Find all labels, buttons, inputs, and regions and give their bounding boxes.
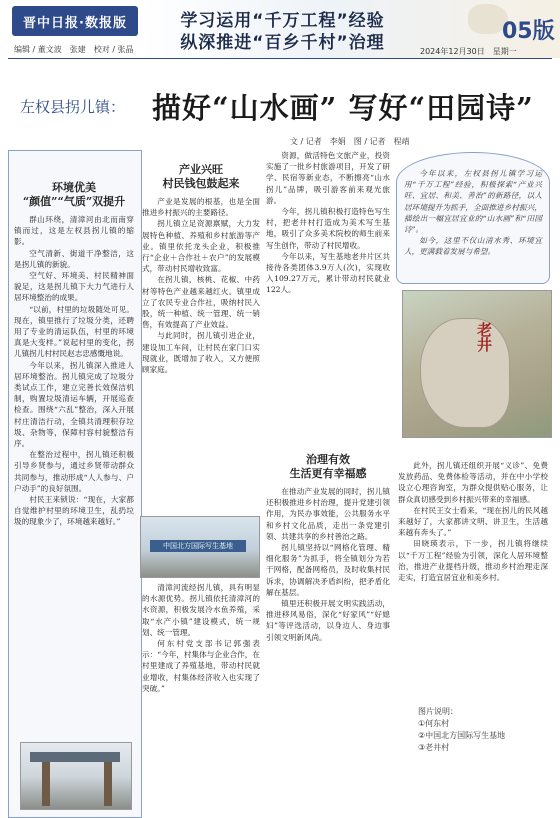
inscribed-stone	[420, 318, 510, 428]
stone-inscription: 老井	[475, 322, 493, 352]
paragraph: 清漳河流经拐儿镇，具有明显的水源优势。拐儿镇依托清漳河的水资源，积极发展冷水鱼养殖，采取“水产小镇”建设模式，统一规划、统一管理。	[142, 583, 260, 637]
paragraph: 何东村党支部书记郭强表示：“今年，村集体与企业合作，在村里建成了养殖基地，带动村民就业增收，村集体经济收入也实现了突破。”	[142, 639, 260, 693]
paragraph: 与此同时，拐儿镇引进企业，建设加工车间，让村民在家门口实现就业，既增加了收入，又方便照顾家庭。	[142, 331, 260, 375]
paragraph: 村民王来锁说：“现在，大家都自觉维护村里的环境卫生，乱扔垃圾的现象少了，环境越来越好。”	[14, 495, 134, 527]
paragraph: 拐儿镇立足资源禀赋，大力发展特色种植、养殖和乡村旅游等产业。镇里依托龙头企业，积极推行“企业＋合作社＋农户”的发展模式，带动村民增收致富。	[142, 219, 260, 274]
paragraph: 今年以来，拐儿镇深入推进人居环境整治。拐儿镇完成了垃圾分类试点工作，建立完善长效保洁机制，购置垃圾清运车辆，开展巡查检查。围绕“六乱”整治，深入开展村庄清洁行动，全镇共清理积存垃圾、杂物等，保障村容村貌整洁有序。	[14, 360, 134, 449]
paragraph: 今年以来，写生基地老井片区共接待各类团体3.9万人(次)，实现收入109.27万元，累计带动村民就业122人。	[266, 251, 390, 295]
paragraph: 在整治过程中，拐儿镇还积极引导乡贤参与，通过乡贤带动群众共同参与，推动形成“人人参与、户户动手”的良好氛围。	[14, 450, 134, 493]
paragraph: 田晓瑛表示，下一步，拐儿镇将继续以“千万工程”经验为引领，深化人居环境整治，推进产业提档升级，推动乡村治理走深走实，打造宜居宜业和美乡村。	[398, 539, 548, 583]
masthead	[0, 0, 560, 64]
issue-date: 2024年12月30日 星期一	[420, 47, 517, 56]
caption-item: ③老井村	[418, 743, 450, 752]
section2-heading-1: 产业兴旺	[179, 163, 223, 176]
paragraph: 此外，拐儿镇还组织开展“义诊”、免费发放药品、免费体检等活动，并在中小学校设立心理咨询室，为群众提供贴心服务，让群众真切感受到乡村振兴带来的幸福感。	[398, 461, 548, 504]
section4-heading-2: 生活更有幸福感	[289, 467, 367, 480]
gate-post	[104, 762, 112, 806]
article-title: 描好“山水画” 写好“田园诗”	[152, 91, 534, 125]
section1-heading-1: 环境优美	[52, 181, 96, 194]
paragraph: 资源，做活特色文旅产业，投资实施了一批乡村旅游项目，开发了研学、民宿等新业态，不断擦亮“山水拐儿”品牌，吸引游客前来观光旅游。	[266, 151, 390, 205]
article-byline: 文 / 记者 李娟 图 / 记者 程靖	[290, 137, 410, 146]
section4-heading-1: 治理有效	[306, 453, 350, 466]
lead-text	[404, 168, 542, 258]
caption-item: ②中国北方国际写生基地	[418, 731, 506, 740]
paragraph: 空气好、环境美、村民精神面貌足，这是拐儿镇下大力气进行人居环境整治的成果。	[14, 271, 134, 303]
lead-paragraph: 今年以来，左权县拐儿镇学习运用“千万工程”经验，积极探索“产业兴旺、宜居、和美、善治”的新路径，以人居环境提升为抓手，全面推进乡村振兴，描绘出一幅宜居宜业的“山水画”和“田园诗”。	[404, 169, 542, 235]
header-title-line1: 学习运用“千万工程”经验	[180, 11, 385, 31]
paragraph: 在推动产业发展的同时，拐儿镇还积极推进乡村治理，提升党建引领作用，为民办事效能，公共服务水平和乡村文化品质，走出一条党建引领、共建共享的乡村善治之路。	[266, 487, 390, 541]
paragraph: 镇里还积极开展文明实践活动，推进移风易俗，深化“好家风”“好媳妇”等评选活动，以身边人、身边事引领文明新风尚。	[266, 599, 390, 642]
header-title-line2: 纵深推进“百乡千村”治理	[180, 33, 385, 53]
photo-captions	[418, 706, 542, 784]
paragraph: 空气清新、街道干净整洁，这是拐儿镇的新貌。	[14, 248, 134, 269]
gate-roof	[30, 752, 120, 762]
column-2-top	[142, 160, 260, 514]
column-4	[398, 460, 548, 700]
column-3-top	[266, 150, 390, 456]
paragraph: 在拐儿镇，核桃、花椒、中药材等特色产业越来越红火。镇里成立了农民专业合作社，吸纳村民入股，统一种植、统一管理、统一销售，有效提高了产业效益。	[142, 275, 260, 330]
header-rule	[8, 58, 552, 59]
edition-number: 05版	[502, 19, 555, 44]
article-kicker: 左权县拐儿镇：	[20, 98, 126, 116]
newspaper-logo	[12, 6, 138, 36]
paragraph: 产业是发展的根基，也是全面推进乡村振兴的主要路径。	[142, 197, 260, 218]
paragraph: 拐儿镇坚持以“网格化管理、精细化服务”为抓手，将全镇划分为若干网格，配备网格员，及时收集村民诉求，协调解决矛盾纠纷，把矛盾化解在基层。	[266, 543, 390, 597]
photo-sign-text: 中国北方国际写生基地	[150, 540, 246, 552]
caption-item: ①何东村	[418, 719, 450, 728]
section2-heading-2: 村民钱包鼓起来	[162, 177, 240, 190]
captions-title: 图片说明：	[418, 707, 458, 716]
paragraph: 今年，拐儿镇积极打造特色写生村，把老井村打造成为美术写生基地，吸引了众多美术院校的师生前来写生创作，带动了村民增收。	[266, 207, 390, 250]
column-2-bottom	[142, 582, 260, 810]
logo-text: 晋中日报·数报版	[23, 15, 127, 31]
column-1	[14, 178, 134, 732]
paragraph: “以前，村里的垃圾随处可见。现在，镇里推行了垃圾分类，还聘用了专业的清运队伍，村里的环境真是大变样。”说起村里的变化，拐儿镇拐儿村村民赵志忠感慨地说。	[14, 304, 134, 359]
paragraph: 在村民王女士看来，“现在拐儿的民风越来越好了，大家都讲文明、讲卫生，生活越来越有奔头了。”	[398, 505, 548, 538]
section1-heading-2: “颜值”“气质”双提升	[22, 195, 126, 208]
editor-credits: 编辑 / 董文波 张建 校对 / 张晶	[14, 45, 134, 54]
paragraph: 群山环绕，清漳河由北而南穿镇而过，这是左权县拐儿镇的缩影。	[14, 215, 134, 247]
gate-post	[42, 762, 50, 806]
lead-paragraph-2: 如今，这里不仅山清水秀、环境宜人，更满载着发展与希望。	[404, 236, 542, 257]
column-3-bottom	[266, 450, 390, 810]
